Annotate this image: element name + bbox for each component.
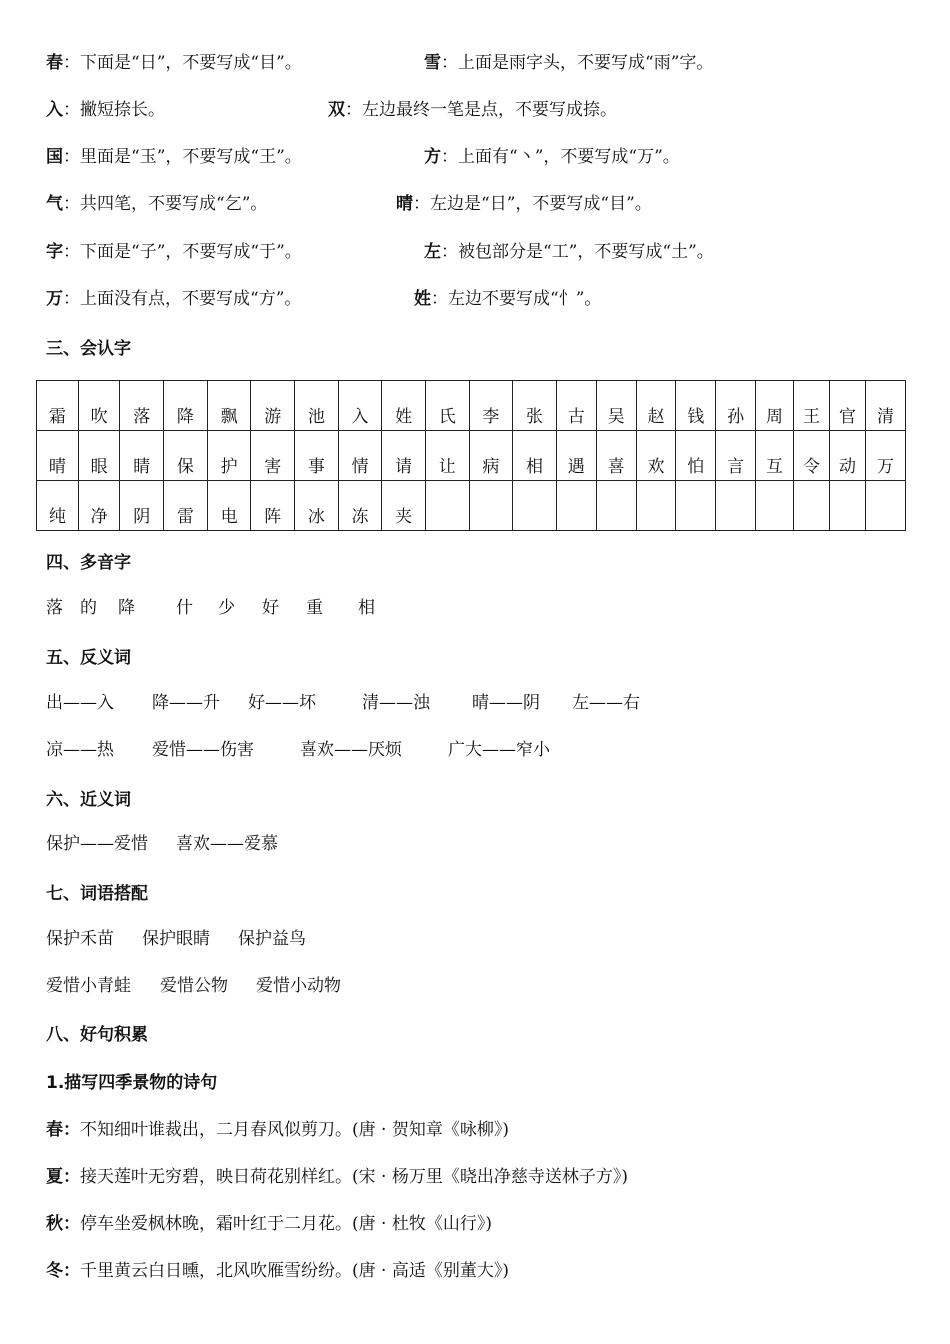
polyphone-char: 的 <box>80 598 97 618</box>
chars-table-cell <box>469 481 513 531</box>
section-6-heading: 六、近义词 <box>46 790 131 810</box>
chars-table-cell <box>425 481 469 531</box>
chars-table-cell: 请 <box>382 431 426 481</box>
chars-table-cell: 姓 <box>382 381 426 431</box>
collocation-item: 保护眼睛 <box>142 929 210 949</box>
chars-table-cell: 晴 <box>37 431 79 481</box>
collocation-item: 保护益鸟 <box>238 929 306 949</box>
note-char: 雪 <box>424 53 441 73</box>
note-text: ：上面有“丶”，不要写成“万”。 <box>441 147 680 167</box>
poem-summer <box>46 1162 628 1187</box>
note-text: ：里面是“玉”，不要写成“王”。 <box>63 147 302 167</box>
section-7-heading: 七、词语搭配 <box>46 884 148 904</box>
season-label: 春： <box>46 1120 80 1140</box>
chars-table-cell <box>556 481 596 531</box>
collocation-item: 爱惜小青蛙 <box>46 976 131 996</box>
note-text: ：共四笔，不要写成“乞”。 <box>63 194 268 214</box>
collocation-item: 保护禾苗 <box>46 929 114 949</box>
chars-table-cell: 喜 <box>596 431 636 481</box>
antonym-pair: 出——入 <box>46 693 114 713</box>
synonym-pair: 保护——爱惜 <box>46 834 148 854</box>
poem-autumn <box>46 1209 492 1234</box>
chars-table-cell: 氏 <box>425 381 469 431</box>
chars-table-cell: 李 <box>469 381 513 431</box>
chars-table-cell: 令 <box>793 431 829 481</box>
season-label: 冬： <box>46 1261 80 1281</box>
chars-table-cell: 让 <box>425 431 469 481</box>
polyphone-char: 相 <box>358 598 375 618</box>
note-char: 左 <box>424 242 441 262</box>
chars-table-row <box>37 481 906 531</box>
chars-table-cell <box>636 481 676 531</box>
chars-table-cell: 雷 <box>164 481 208 531</box>
poem-text: 接天莲叶无穷碧，映日荷花别样红。(宋 · 杨万里《晓出净慈寺送林子方》) <box>80 1167 628 1187</box>
note-text: ：上面没有点，不要写成“方”。 <box>63 289 302 309</box>
chars-table-cell <box>756 481 794 531</box>
recognize-chars-table <box>36 380 906 531</box>
season-label: 夏： <box>46 1167 80 1187</box>
antonym-pair: 左——右 <box>572 693 640 713</box>
chars-table-cell <box>596 481 636 531</box>
note-text: ：上面是雨字头，不要写成“雨”字。 <box>441 53 714 73</box>
chars-table-cell: 游 <box>251 381 295 431</box>
chars-table-cell <box>829 481 865 531</box>
chars-table-cell: 冰 <box>295 481 339 531</box>
section-5-heading: 五、反义词 <box>46 648 131 668</box>
antonym-pair: 爱惜——伤害 <box>152 740 254 760</box>
chars-table-cell: 遇 <box>556 431 596 481</box>
chars-table-cell <box>716 481 756 531</box>
antonym-pair: 清——浊 <box>362 693 430 713</box>
section-4-heading: 四、多音字 <box>46 553 131 573</box>
section-3-heading: 三、会认字 <box>46 339 131 359</box>
antonym-pair: 降——升 <box>152 693 220 713</box>
note-char: 字 <box>46 242 63 262</box>
antonym-pair: 喜欢——厌烦 <box>300 740 402 760</box>
note-text: ：被包部分是“工”，不要写成“土”。 <box>441 242 714 262</box>
chars-table-cell: 净 <box>78 481 120 531</box>
chars-table-cell: 孙 <box>716 381 756 431</box>
chars-table-cell: 周 <box>756 381 794 431</box>
antonym-pair: 好——坏 <box>248 693 316 713</box>
note-char: 春 <box>46 53 63 73</box>
polyphone-char: 少 <box>218 598 235 618</box>
note-char: 双 <box>328 100 345 120</box>
note-char: 气 <box>46 194 63 214</box>
chars-table-cell: 欢 <box>636 431 676 481</box>
polyphone-char: 落 <box>46 598 63 618</box>
antonym-pair: 晴——阴 <box>472 693 540 713</box>
note-text: ：左边最终一笔是点，不要写成捺。 <box>345 100 617 120</box>
chars-table-cell: 纯 <box>37 481 79 531</box>
poem-text: 停车坐爱枫林晚，霜叶红于二月花。(唐 · 杜牧《山行》) <box>80 1214 492 1234</box>
poem-spring <box>46 1115 509 1140</box>
chars-table-cell: 冻 <box>338 481 382 531</box>
poem-text: 千里黄云白日曛，北风吹雁雪纷纷。(唐 · 高适《别董大》) <box>80 1261 509 1281</box>
polyphone-char: 好 <box>262 598 279 618</box>
antonym-pair: 广大——窄小 <box>448 740 550 760</box>
chars-table-cell: 飘 <box>207 381 251 431</box>
chars-table-cell: 眼 <box>78 431 120 481</box>
chars-table-row <box>37 431 906 481</box>
chars-table-cell: 钱 <box>676 381 716 431</box>
antonym-pair: 凉——热 <box>46 740 114 760</box>
chars-table-cell: 睛 <box>120 431 164 481</box>
chars-table-cell: 夹 <box>382 481 426 531</box>
chars-table-cell: 吹 <box>78 381 120 431</box>
chars-table-cell: 赵 <box>636 381 676 431</box>
chars-table-cell: 入 <box>338 381 382 431</box>
note-char: 万 <box>46 289 63 309</box>
chars-table-cell: 落 <box>120 381 164 431</box>
poem-winter <box>46 1256 509 1281</box>
chars-table-cell: 事 <box>295 431 339 481</box>
chars-table-cell: 情 <box>338 431 382 481</box>
chars-table-cell: 相 <box>513 431 557 481</box>
chars-table-cell <box>793 481 829 531</box>
chars-table-cell: 言 <box>716 431 756 481</box>
chars-table-cell <box>676 481 716 531</box>
polyphone-char: 重 <box>306 598 323 618</box>
chars-table-cell: 病 <box>469 431 513 481</box>
section-8-heading: 八、好句积累 <box>46 1025 148 1045</box>
chars-table-cell: 阵 <box>251 481 295 531</box>
chars-table-cell: 万 <box>866 431 906 481</box>
chars-table-cell: 清 <box>866 381 906 431</box>
chars-table-cell <box>513 481 557 531</box>
note-text: ：下面是“子”，不要写成“于”。 <box>63 242 302 262</box>
collocation-item: 爱惜小动物 <box>256 976 341 996</box>
chars-table-cell: 吴 <box>596 381 636 431</box>
note-char: 方 <box>424 147 441 167</box>
chars-table-cell: 怕 <box>676 431 716 481</box>
polyphone-char: 降 <box>118 598 135 618</box>
chars-table-cell: 霜 <box>37 381 79 431</box>
polyphone-char: 什 <box>176 598 193 618</box>
collocation-item: 爱惜公物 <box>160 976 228 996</box>
chars-table-cell: 电 <box>207 481 251 531</box>
chars-table-cell: 阴 <box>120 481 164 531</box>
chars-table-cell: 动 <box>829 431 865 481</box>
chars-table-cell: 护 <box>207 431 251 481</box>
note-text: ：左边不要写成“忄”。 <box>431 289 602 309</box>
section-8-subtitle: 1.描写四季景物的诗句 <box>46 1073 218 1093</box>
note-char: 入 <box>46 100 63 120</box>
chars-table-cell: 张 <box>513 381 557 431</box>
chars-table-cell: 王 <box>793 381 829 431</box>
chars-table-row <box>37 381 906 431</box>
note-text: ：撇短捺长。 <box>63 100 165 120</box>
season-label: 秋： <box>46 1214 80 1234</box>
chars-table-cell <box>866 481 906 531</box>
note-text: ：下面是“日”，不要写成“目”。 <box>63 53 302 73</box>
note-text: ：左边是“日”，不要写成“目”。 <box>413 194 652 214</box>
chars-table-cell: 池 <box>295 381 339 431</box>
note-char: 国 <box>46 147 63 167</box>
chars-table-cell: 官 <box>829 381 865 431</box>
chars-table-cell: 互 <box>756 431 794 481</box>
chars-table-cell: 保 <box>164 431 208 481</box>
chars-table-cell: 古 <box>556 381 596 431</box>
note-char: 姓 <box>414 289 431 309</box>
synonym-pair: 喜欢——爱慕 <box>176 834 278 854</box>
note-char: 晴 <box>396 194 413 214</box>
chars-table-cell: 降 <box>164 381 208 431</box>
chars-table-cell: 害 <box>251 431 295 481</box>
poem-text: 不知细叶谁裁出，二月春风似剪刀。(唐 · 贺知章《咏柳》) <box>80 1120 509 1140</box>
